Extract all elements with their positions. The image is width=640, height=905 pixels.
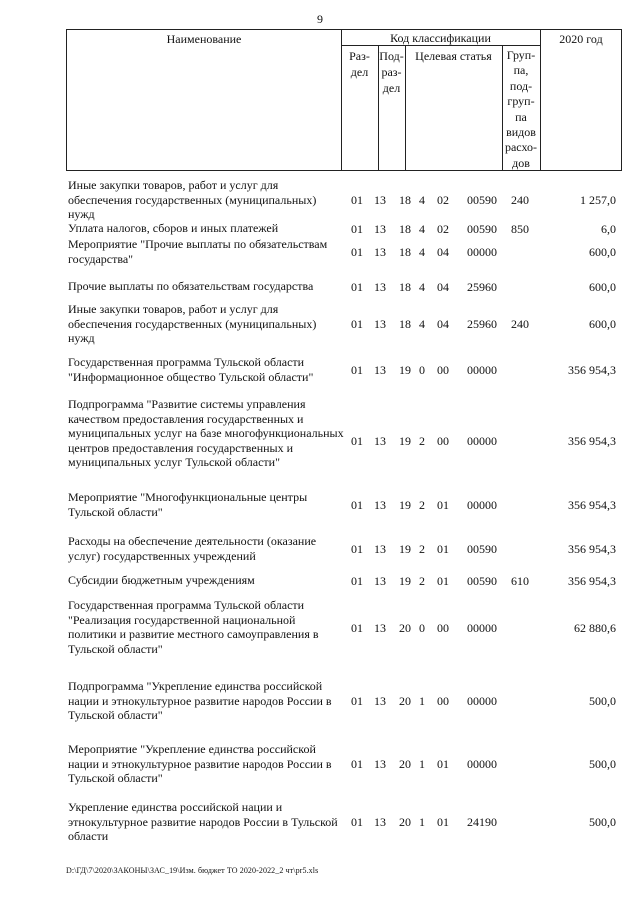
code-pr: 13 — [374, 280, 386, 294]
header-target: Целевая статья — [415, 49, 492, 63]
code-pr: 13 — [374, 363, 386, 377]
code-p2: 0 — [419, 621, 425, 635]
code-p1: 18 — [399, 317, 411, 331]
code-pr: 13 — [374, 222, 386, 236]
row-name: Государственная программа Тульской области "Информационное общество Тульской области" — [68, 355, 314, 384]
table-row — [0, 355, 640, 385]
divider — [540, 30, 541, 170]
table-row — [0, 679, 640, 723]
code-pr: 13 — [374, 317, 386, 331]
code-rz: 01 — [351, 363, 363, 377]
code-p3: 01 — [437, 574, 449, 588]
code-p3: 02 — [437, 222, 449, 236]
code-p3: 01 — [437, 757, 449, 771]
code-p1: 18 — [399, 245, 411, 259]
code-rz: 01 — [351, 245, 363, 259]
code-p4: 24190 — [467, 815, 497, 829]
code-p2: 1 — [419, 757, 425, 771]
code-p4: 00000 — [467, 245, 497, 259]
code-pr: 13 — [374, 621, 386, 635]
row-name: Расходы на обеспечение деятельности (оказание услуг) государственных учреждений — [68, 534, 317, 563]
table-header — [66, 29, 622, 171]
amount-2020: 356 954,3 — [568, 434, 616, 448]
code-rz: 01 — [351, 222, 363, 236]
code-p4: 00590 — [467, 222, 497, 236]
code-p3: 00 — [437, 694, 449, 708]
code-p1: 18 — [399, 193, 411, 207]
amount-2020: 500,0 — [589, 815, 616, 829]
code-p4: 00000 — [467, 363, 497, 377]
code-p3: 04 — [437, 280, 449, 294]
code-p4: 25960 — [467, 280, 497, 294]
row-name: Иные закупки товаров, работ и услуг для обеспечения государственных (муниципальных) нужд — [68, 302, 317, 346]
code-p3: 01 — [437, 542, 449, 556]
code-rz: 01 — [351, 434, 363, 448]
code-p1: 18 — [399, 222, 411, 236]
file-path-footer: D:\ГД\7\2020\ЗАКОНЫ\ЗАС_19\Изм. бюджет ТО 2020-2022_2 чт\pr5.xls — [66, 866, 319, 875]
header-year: 2020 год — [559, 32, 603, 46]
code-p1: 19 — [399, 434, 411, 448]
code-p1: 18 — [399, 280, 411, 294]
code-pr: 13 — [374, 815, 386, 829]
code-p3: 04 — [437, 245, 449, 259]
code-p4: 00590 — [467, 574, 497, 588]
row-name: Мероприятие "Многофункциональные центры Тульской области" — [68, 490, 308, 519]
table-row — [0, 598, 640, 657]
amount-2020: 356 954,3 — [568, 363, 616, 377]
code-p2: 1 — [419, 815, 425, 829]
code-p1: 20 — [399, 757, 411, 771]
code-p2: 1 — [419, 694, 425, 708]
code-p4: 00000 — [467, 498, 497, 512]
amount-2020: 600,0 — [589, 245, 616, 259]
code-pr: 13 — [374, 574, 386, 588]
amount-2020: 500,0 — [589, 757, 616, 771]
code-p2: 2 — [419, 542, 425, 556]
table-row — [0, 237, 640, 267]
row-name: Государственная программа Тульской области "Реализация государственной национальной политики и развитие местного самоуправления в Тульской области" — [68, 598, 319, 656]
amount-2020: 356 954,3 — [568, 574, 616, 588]
code-vr: 240 — [511, 317, 529, 331]
table-row — [0, 573, 640, 588]
code-p4: 00000 — [467, 434, 497, 448]
row-name: Уплата налогов, сборов и иных платежей — [68, 221, 279, 235]
code-rz: 01 — [351, 757, 363, 771]
code-p1: 20 — [399, 694, 411, 708]
code-p1: 20 — [399, 815, 411, 829]
row-name: Мероприятие "Прочие выплаты по обязательствам государства" — [68, 237, 328, 266]
row-name: Мероприятие "Укрепление единства российской нации и этнокультурное развитие народов России в Тульской области" — [68, 742, 332, 786]
code-pr: 13 — [374, 694, 386, 708]
code-p4: 00000 — [467, 694, 497, 708]
amount-2020: 356 954,3 — [568, 542, 616, 556]
code-p3: 02 — [437, 193, 449, 207]
code-p3: 01 — [437, 815, 449, 829]
table-row — [0, 742, 640, 786]
code-p2: 4 — [419, 280, 425, 294]
header-group: Груп- па, под- груп- па видов расхо- дов — [504, 48, 538, 170]
code-p1: 19 — [399, 363, 411, 377]
code-p2: 2 — [419, 498, 425, 512]
code-p4: 00590 — [467, 542, 497, 556]
row-name: Укрепление единства российской нации и этнокультурное развитие народов России в Тульской области — [68, 800, 338, 844]
code-pr: 13 — [374, 542, 386, 556]
code-p3: 00 — [437, 434, 449, 448]
code-pr: 13 — [374, 245, 386, 259]
code-rz: 01 — [351, 280, 363, 294]
amount-2020: 356 954,3 — [568, 498, 616, 512]
row-name: Подпрограмма "Развитие системы управления качеством предоставления государственных и муниципальных услуг на базе многофункциональных центров предоставления государственных и муниципальных услуг Тульской области" — [68, 397, 344, 470]
table-row — [0, 490, 640, 520]
code-p3: 01 — [437, 498, 449, 512]
row-name: Прочие выплаты по обязательствам государства — [68, 279, 314, 293]
code-p2: 4 — [419, 245, 425, 259]
code-p3: 00 — [437, 621, 449, 635]
code-vr: 850 — [511, 222, 529, 236]
amount-2020: 62 880,6 — [574, 621, 616, 635]
amount-2020: 1 257,0 — [580, 193, 616, 207]
code-p1: 19 — [399, 498, 411, 512]
header-razdel: Раз- дел — [349, 49, 370, 79]
code-p1: 20 — [399, 621, 411, 635]
code-vr: 610 — [511, 574, 529, 588]
code-p2: 0 — [419, 363, 425, 377]
code-vr: 240 — [511, 193, 529, 207]
code-p4: 00590 — [467, 193, 497, 207]
table-row — [0, 534, 640, 564]
code-rz: 01 — [351, 498, 363, 512]
page-number: 9 — [317, 12, 323, 26]
code-p4: 00000 — [467, 757, 497, 771]
code-rz: 01 — [351, 621, 363, 635]
row-name: Субсидии бюджетным учреждениям — [68, 573, 255, 587]
code-p2: 2 — [419, 434, 425, 448]
code-p2: 4 — [419, 317, 425, 331]
header-code-group: Код классификации — [390, 31, 491, 45]
code-rz: 01 — [351, 574, 363, 588]
code-pr: 13 — [374, 757, 386, 771]
amount-2020: 500,0 — [589, 694, 616, 708]
row-name: Подпрограмма "Укрепление единства российской нации и этнокультурное развитие народов России в Тульской области" — [68, 679, 332, 723]
code-p2: 4 — [419, 222, 425, 236]
table-row — [0, 221, 640, 236]
table-row — [0, 302, 640, 346]
code-p3: 00 — [437, 363, 449, 377]
code-rz: 01 — [351, 317, 363, 331]
code-rz: 01 — [351, 193, 363, 207]
code-p1: 19 — [399, 574, 411, 588]
code-p4: 00000 — [467, 621, 497, 635]
code-rz: 01 — [351, 694, 363, 708]
code-p2: 4 — [419, 193, 425, 207]
code-pr: 13 — [374, 498, 386, 512]
code-p4: 25960 — [467, 317, 497, 331]
code-p3: 04 — [437, 317, 449, 331]
code-p2: 2 — [419, 574, 425, 588]
code-pr: 13 — [374, 193, 386, 207]
row-name: Иные закупки товаров, работ и услуг для обеспечения государственных (муниципальных) нужд — [68, 178, 317, 222]
code-rz: 01 — [351, 542, 363, 556]
table-row — [0, 178, 640, 222]
table-row — [0, 279, 640, 294]
code-pr: 13 — [374, 434, 386, 448]
code-rz: 01 — [351, 815, 363, 829]
amount-2020: 6,0 — [601, 222, 616, 236]
header-podrazdel: Под- раз- дел — [379, 49, 404, 95]
amount-2020: 600,0 — [589, 280, 616, 294]
table-row — [0, 800, 640, 844]
header-name: Наименование — [166, 32, 242, 46]
code-p1: 19 — [399, 542, 411, 556]
table-row — [0, 397, 640, 485]
amount-2020: 600,0 — [589, 317, 616, 331]
